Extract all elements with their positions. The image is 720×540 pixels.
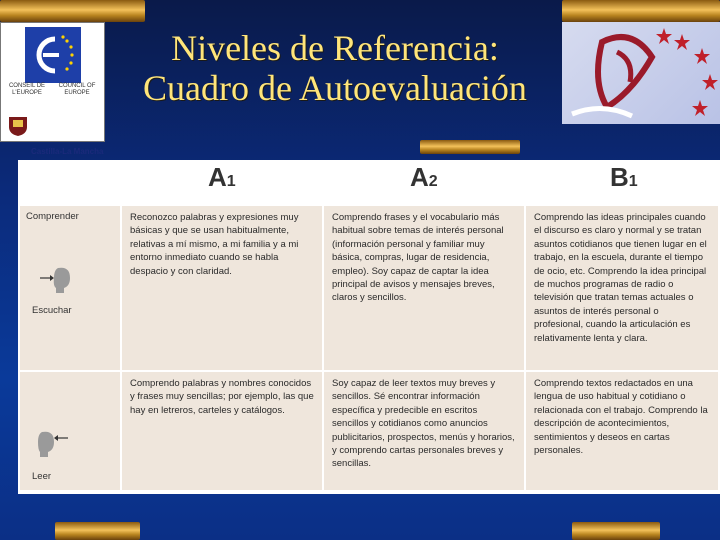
table-row-leer [19,371,719,491]
skill-cell-leer [19,371,121,491]
regional-logo [562,22,720,124]
emblem-with-stars-icon [562,22,720,124]
table-cell: Comprendo las ideas principales cuando el discurso es claro y normal y se tratan asuntos cotidianos que tienen lugar en el trabajo, en la escuela, durante el tiempo de ocio, etc. Comprendo la idea principal de muchos programas de radio o televisión que tratan temas actuales o asuntos de interés personal o profesional, cuando la articulación es relativamente lenta y clara. [525,205,719,371]
table-cell: Comprendo palabras y nombres conocidos y frases muy sencillas; por ejemplo, las que hay en letreros, carteles y catálogos. [121,371,323,491]
table-row-escuchar [19,205,719,371]
skill-cell-escuchar [19,205,121,371]
page-title [105,28,565,108]
reading-head-icon [36,428,70,458]
table-cell: Comprendo textos redactados en una lengua de uso habitual y cotidiano o relacionada con el trabajo. Comprendo la descripción de acontecimientos, sentimientos y deseos en cartas personales. [525,371,719,491]
skill-label-leer: Leer [32,471,52,482]
level-a1-letter: A [208,162,227,192]
table-cell: Comprendo frases y el vocabulario más habitual sobre temas de interés personal (información personal y familiar muy básica, compras, lugar de residencia, empleo). Soy capaz de captar la idea principal de avisos y mensajes breves, claros y sencillos. [323,205,525,371]
coe-text-left: CONSEIL DE L'EUROPE [8,83,46,96]
level-a2-letter: A [410,162,429,192]
level-b1-letter: B [610,162,629,192]
title-line-1: Niveles de Referencia: [171,28,499,68]
table-cell: Soy capaz de leer textos muy breves y sencillos. Sé encontrar información específica y predecible en escritos sencillos y cotidianos como anuncios publicitarios, prospectos, menús y horarios, y comprendo cartas personales breves y sencillas. [323,371,525,491]
level-a1-number: 1 [226,173,236,190]
castilla-la-mancha-shield-icon [7,115,29,137]
title-line-2: Cuadro de Autoevaluación [143,68,527,108]
coe-text-right: COUNCIL OF EUROPE [58,83,96,96]
gold-bar-top-left [0,0,145,22]
gold-bar-mid-right [420,140,520,154]
level-b1-number: 1 [628,173,638,190]
level-header-a2 [410,162,438,193]
listening-head-icon [40,264,74,294]
gold-bar-bottom-left [55,522,140,540]
skill-label-escuchar: Escuchar [32,305,72,316]
level-header-b1 [610,162,638,193]
skill-category-label: Comprender [26,211,79,222]
castilla-la-mancha-label: Castilla-La Mancha [31,147,104,156]
gold-bar-top-right [562,0,720,22]
descriptor-table [18,204,720,492]
table-cell: Reconozco palabras y expresiones muy básicas y que se usan habitualmente, relativas a mí mismo, a mi familia y a mi entorno inmediato cuando se habla despacio y con claridad. [121,205,323,371]
logos-panel [0,22,105,156]
level-header-a1 [208,162,236,193]
council-of-europe-emblem-icon [25,27,81,83]
gold-bar-bottom-right [572,522,660,540]
level-a2-number: 2 [428,173,438,190]
self-assessment-grid [18,160,720,494]
